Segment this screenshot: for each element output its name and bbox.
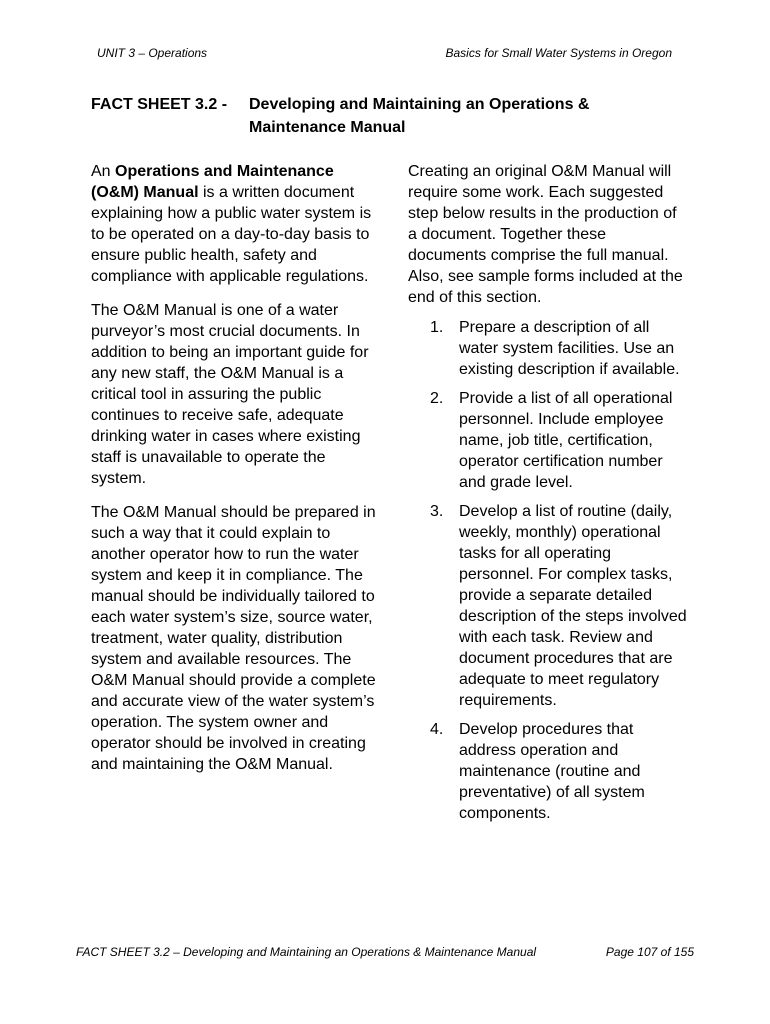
definition-prefix: An [91, 163, 116, 180]
step-number: 1. [430, 319, 444, 336]
page-footer [76, 945, 694, 959]
page-number: Page 107 of 155 [605, 945, 694, 959]
right-column [408, 161, 688, 832]
step-number: 3. [430, 503, 444, 520]
footer-title: FACT SHEET 3.2 – Developing and Maintaining an Operations & Maintenance Manual [76, 945, 537, 959]
header-course-title: Basics for Small Water Systems in Oregon [445, 46, 672, 60]
left-column [91, 161, 376, 788]
step-text: Provide a list of all operational personnel. Include employee name, job title, certification, operator certification number and grade level. [459, 390, 673, 491]
header-unit: UNIT 3 – Operations [97, 46, 208, 60]
fact-sheet-number: FACT SHEET 3.2 - [91, 96, 228, 113]
step-item [408, 719, 688, 824]
definition-term: Operations and Maintenance (O&M) Manual [91, 163, 334, 201]
om-preparation-paragraph: The O&M Manual should be prepared in such a way that it could explain to another operator how to run the water system and keep it in compliance. The manual should be individually tailored to each water system’s size, source water, treatment, water quality, distribution system and available resources. The O&M Manual should provide a complete and accurate view of the water system’s operation. The system owner and operator should be involved in creating and maintaining the O&M Manual. [91, 504, 376, 773]
fact-sheet-title [91, 93, 691, 139]
step-item [408, 501, 688, 711]
step-item [408, 388, 688, 493]
definition-text: is a written document explaining how a public water system is to be operated on a day-to-day basis to ensure public health, safety and compliance with applicable regulations. [91, 184, 372, 285]
step-text: Develop procedures that address operation and maintenance (routine and preventative) of all system components. [459, 721, 645, 822]
step-item [408, 317, 688, 380]
step-number: 2. [430, 390, 444, 407]
om-importance-paragraph: The O&M Manual is one of a water purveyor’s most crucial documents. In addition to being an important guide for any new staff, the O&M Manual is a critical tool in assuring the public continues to receive safe, adequate drinking water in cases where existing staff is unavailable to operate the system. [91, 302, 369, 487]
om-definition-paragraph [91, 161, 376, 287]
step-text: Develop a list of routine (daily, weekly, monthly) operational tasks for all operating personnel. For complex tasks, provide a separate detailed description of the steps involved with each task. Review and document procedures that are adequate to meet regulatory requirements. [459, 503, 687, 709]
fact-sheet-heading: Developing and Maintaining an Operations & Maintenance Manual [249, 96, 590, 136]
step-number: 4. [430, 721, 444, 738]
step-text: Prepare a description of all water system facilities. Use an existing description if available. [459, 319, 680, 378]
steps-list [408, 317, 688, 824]
creation-intro-paragraph: Creating an original O&M Manual will require some work. Each suggested step below results in the production of a document. Together these documents comprise the full manual. Also, see sample forms included at the end of this section. [408, 163, 683, 306]
